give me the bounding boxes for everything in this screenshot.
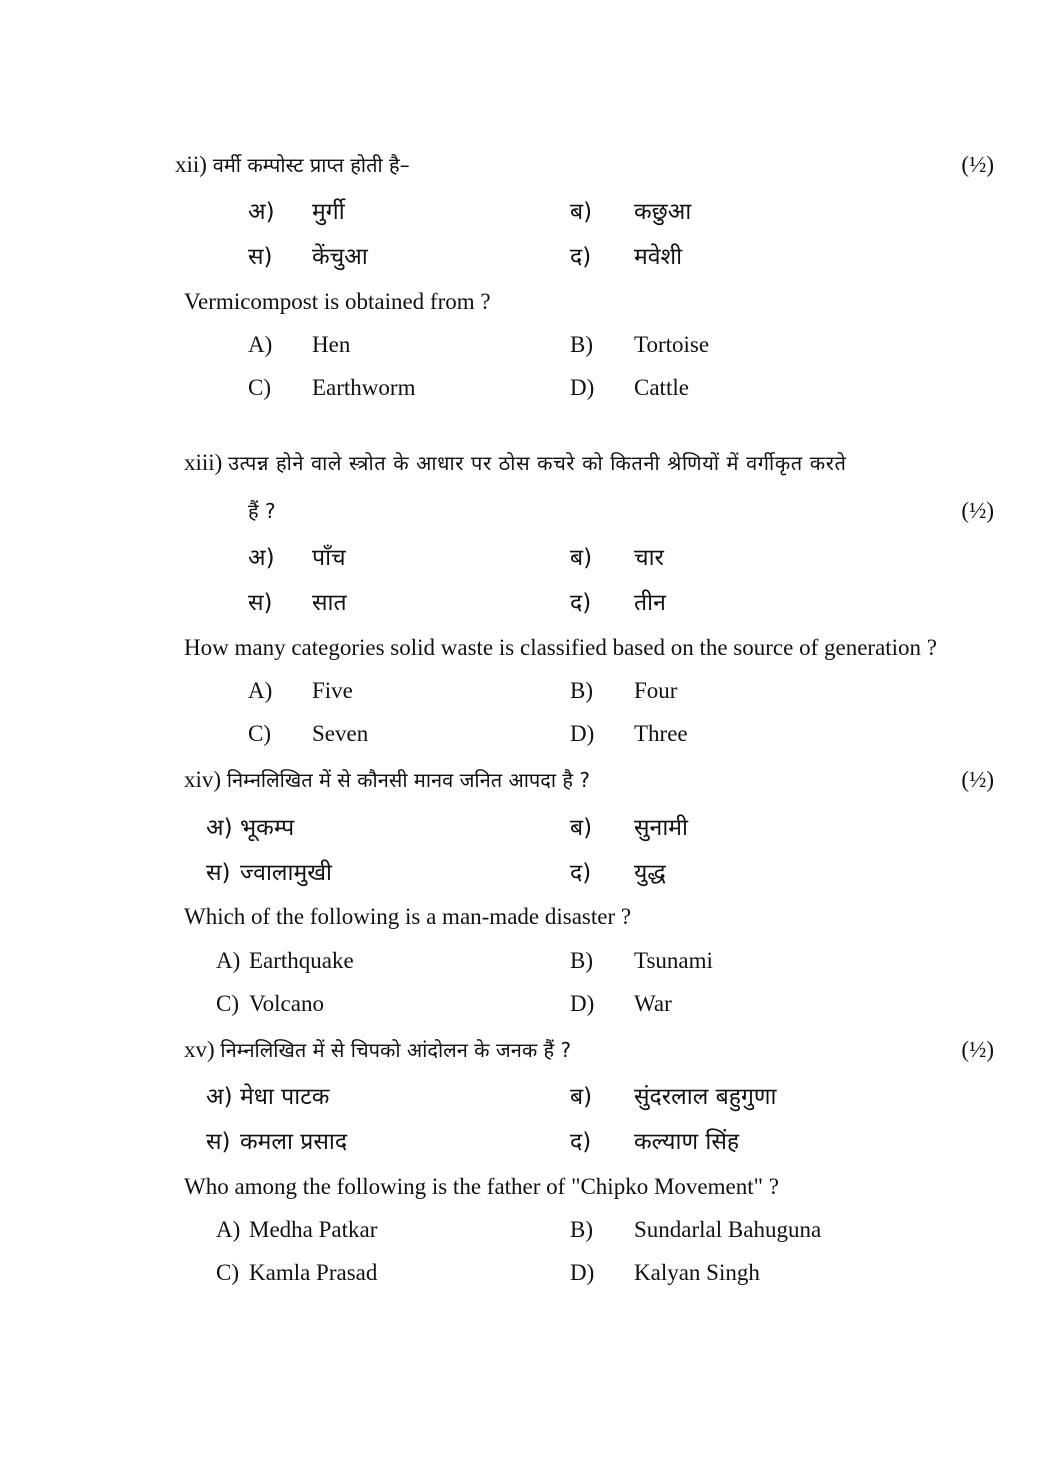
question-number: xiii) (184, 450, 223, 475)
question-number: xii) (175, 152, 207, 177)
option-text: Medha Patkar (249, 1217, 378, 1242)
option-english-a (216, 1216, 377, 1244)
option-english-d (570, 1259, 760, 1287)
question-text-hindi: वर्मी कम्पोस्ट प्राप्त होती है– (212, 153, 410, 177)
option-english-b (570, 677, 677, 705)
option-text: कछुआ (634, 199, 692, 225)
option-english-d (570, 720, 688, 748)
question-text-hindi: उत्पन्न होने वाले स्त्रोत के आधार पर ठोस कचरे को कितनी श्रेणियों में वर्गीकृत करते (228, 451, 847, 475)
option-hindi-a (248, 198, 345, 226)
option-text: कमला प्रसाद (240, 1129, 348, 1155)
option-text: War (634, 991, 672, 1016)
option-label: B) (570, 948, 593, 973)
option-text: Three (634, 721, 688, 746)
option-text: Cattle (634, 375, 689, 400)
option-hindi-b (570, 198, 691, 226)
question-number: xv) (184, 1037, 215, 1062)
question-hindi (184, 766, 590, 794)
option-label: ब) (570, 545, 593, 571)
option-english-c (216, 1259, 377, 1287)
question-text-english: Who among the following is the father of "Chipko Movement" ? (184, 1174, 779, 1199)
option-label: अ) (206, 815, 233, 841)
option-hindi-a (206, 814, 294, 842)
option-text: Four (634, 678, 678, 703)
option-english-c (248, 720, 368, 748)
option-text: Kamla Prasad (249, 1260, 378, 1285)
option-english-b (570, 1216, 821, 1244)
option-label: A) (248, 332, 273, 357)
option-text: Kalyan Singh (634, 1260, 760, 1285)
option-english-c (248, 374, 415, 402)
marks: (½) (961, 152, 994, 177)
option-hindi-b (570, 814, 688, 842)
option-label: D) (570, 1260, 595, 1285)
question-text-english: How many categories solid waste is classified based on the source of generation ? (184, 635, 938, 660)
option-label: अ) (206, 1084, 233, 1110)
option-hindi-c (248, 243, 368, 271)
option-label: स) (206, 860, 231, 886)
option-english-d (570, 990, 672, 1018)
option-label: B) (570, 678, 593, 703)
option-label: D) (570, 721, 595, 746)
option-hindi-d (570, 859, 666, 887)
option-text: केंचुआ (312, 244, 368, 270)
option-hindi-b (570, 544, 664, 572)
option-text: मवेशी (634, 244, 683, 270)
option-label: ब) (570, 815, 593, 841)
option-label: B) (570, 332, 593, 357)
option-text: Hen (312, 332, 351, 357)
option-label: द) (570, 244, 592, 270)
option-label: C) (248, 375, 271, 400)
option-text: Volcano (249, 991, 324, 1016)
option-label: C) (248, 721, 271, 746)
option-hindi-c (206, 1128, 347, 1156)
option-label: ब) (570, 1084, 593, 1110)
option-label: द) (570, 860, 592, 886)
option-text: युद्ध (634, 860, 666, 886)
option-text: पाँच (312, 545, 346, 571)
option-english-a (248, 677, 353, 705)
option-label: A) (248, 678, 273, 703)
option-text: Sundarlal Bahuguna (634, 1217, 822, 1242)
option-text: Seven (312, 721, 369, 746)
marks: (½) (961, 1037, 994, 1062)
option-label: C) (216, 991, 239, 1016)
option-text: सात (312, 590, 347, 616)
option-hindi-c (248, 589, 347, 617)
option-label: D) (570, 375, 595, 400)
option-hindi-c (206, 859, 332, 887)
option-text: कल्याण सिंह (634, 1129, 740, 1155)
option-label: अ) (248, 199, 275, 225)
question-hindi (175, 151, 410, 179)
option-text: मेधा पाटक (240, 1084, 330, 1110)
marks: (½) (961, 767, 994, 792)
option-hindi-a (248, 544, 346, 572)
option-text: ज्वालामुखी (240, 860, 332, 886)
option-hindi-a (206, 1083, 329, 1111)
question-number: xiv) (184, 767, 222, 792)
option-hindi-d (570, 589, 666, 617)
option-label: स) (206, 1129, 231, 1155)
question-text-english: Vermicompost is obtained from ? (184, 289, 491, 314)
option-text: Earthquake (249, 948, 354, 973)
option-label: अ) (248, 545, 275, 571)
option-text: मुर्गी (312, 199, 345, 225)
question-hindi (184, 1036, 571, 1064)
option-text: सुंदरलाल बहुगुणा (634, 1084, 777, 1110)
question-text-hindi: निम्नलिखित में से कौनसी मानव जनित आपदा है ? (226, 768, 591, 792)
question-text-hindi-continued: हैं ? (248, 499, 276, 523)
option-hindi-d (570, 243, 682, 271)
question-text-english: Which of the following is a man-made disaster ? (184, 904, 632, 929)
option-english-a (216, 947, 354, 975)
option-english-b (570, 947, 713, 975)
option-label: द) (570, 590, 592, 616)
option-label: D) (570, 991, 595, 1016)
option-label: द) (570, 1129, 592, 1155)
option-label: ब) (570, 199, 593, 225)
option-text: Earthworm (312, 375, 416, 400)
option-label: स) (248, 590, 273, 616)
option-text: भूकम्प (240, 815, 295, 841)
question-text-hindi: निम्नलिखित में से चिपको आंदोलन के जनक हैं ? (220, 1038, 572, 1062)
option-label: C) (216, 1260, 239, 1285)
option-text: Five (312, 678, 353, 703)
option-english-a (248, 331, 350, 359)
marks: (½) (961, 498, 994, 523)
option-english-b (570, 331, 709, 359)
option-english-c (216, 990, 324, 1018)
option-hindi-d (570, 1128, 739, 1156)
option-text: तीन (634, 590, 666, 616)
option-label: B) (570, 1217, 593, 1242)
option-text: सुनामी (634, 815, 688, 841)
option-hindi-b (570, 1083, 777, 1111)
option-label: A) (216, 1217, 241, 1242)
option-text: चार (634, 545, 664, 571)
question-hindi (184, 449, 847, 477)
option-text: Tsunami (634, 948, 713, 973)
option-label: स) (248, 244, 273, 270)
option-label: A) (216, 948, 241, 973)
option-english-d (570, 374, 689, 402)
option-text: Tortoise (634, 332, 710, 357)
